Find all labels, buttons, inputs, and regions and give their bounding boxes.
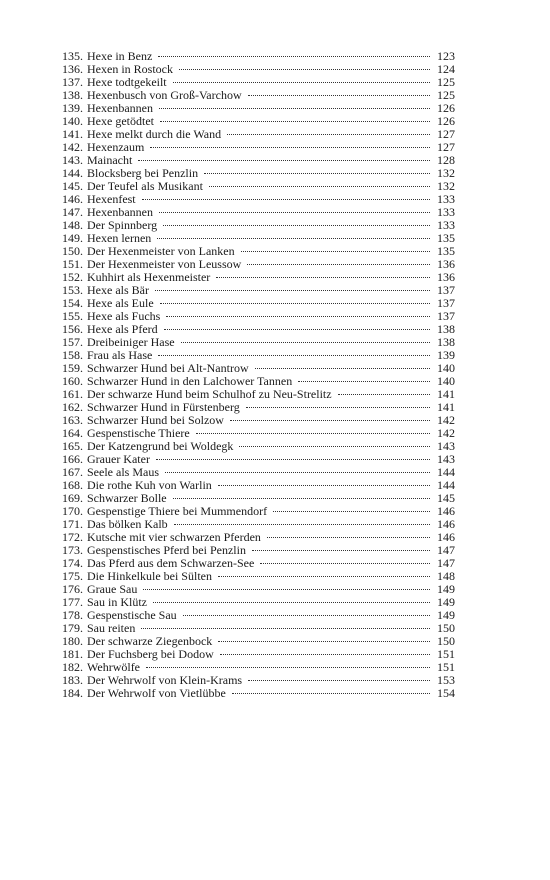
- dot-leader: [146, 667, 430, 668]
- entry-number: 148.: [62, 218, 83, 232]
- entry-page-number: 135: [437, 231, 455, 245]
- entry-title: Wehrwölfe: [87, 660, 141, 674]
- entry-title: Das Pferd aus dem Schwarzen-See: [87, 556, 255, 570]
- entry-title: Hexe todtgekeilt: [87, 75, 167, 89]
- entry-number: 172.: [62, 530, 83, 544]
- dot-leader: [173, 498, 430, 499]
- entry-title: Schwarzer Hund bei Solzow: [87, 413, 224, 427]
- entry-page-number: 136: [437, 257, 455, 271]
- entry-page-number: 146: [437, 504, 455, 518]
- entry-title: Hexenfest: [87, 192, 136, 206]
- dot-leader: [153, 602, 430, 603]
- entry-title: Die rothe Kuh von Warlin: [87, 478, 212, 492]
- entry-title: Dreibeiniger Hase: [87, 335, 175, 349]
- entry-number: 152.: [62, 270, 83, 284]
- dot-leader: [247, 264, 430, 265]
- entry-title: Hexenbusch von Groß-Varchow: [87, 88, 242, 102]
- entry-page-number: 126: [437, 101, 455, 115]
- entry-number: 166.: [62, 452, 83, 466]
- entry-title: Hexe als Pferd: [87, 322, 158, 336]
- entry-page-number: 128: [437, 153, 455, 167]
- entry-page-number: 139: [437, 348, 455, 362]
- entry-title: Seele als Maus: [87, 465, 159, 479]
- dot-leader: [218, 641, 430, 642]
- dot-leader: [227, 134, 430, 135]
- entry-page-number: 138: [437, 322, 455, 336]
- entry-page-number: 133: [437, 218, 455, 232]
- entry-number: 168.: [62, 478, 83, 492]
- entry-title: Hexe in Benz: [87, 49, 153, 63]
- entry-title: Hexe als Fuchs: [87, 309, 161, 323]
- entry-number: 150.: [62, 244, 83, 258]
- entry-page-number: 141: [437, 387, 455, 401]
- dot-leader: [204, 173, 430, 174]
- dot-leader: [163, 225, 430, 226]
- dot-leader: [220, 654, 430, 655]
- dot-leader: [196, 433, 430, 434]
- entry-page-number: 137: [437, 283, 455, 297]
- entry-number: 144.: [62, 166, 83, 180]
- entry-number: 141.: [62, 127, 83, 141]
- entry-page-number: 145: [437, 491, 455, 505]
- entry-number: 160.: [62, 374, 83, 388]
- dot-leader: [230, 420, 430, 421]
- dot-leader: [255, 368, 430, 369]
- entry-page-number: 151: [437, 660, 455, 674]
- entry-number: 169.: [62, 491, 83, 505]
- entry-number: 158.: [62, 348, 83, 362]
- entry-title: Graue Sau: [87, 582, 138, 596]
- entry-number: 163.: [62, 413, 83, 427]
- entry-page-number: 149: [437, 608, 455, 622]
- entry-number: 183.: [62, 673, 83, 687]
- entry-title: Gespenstisches Pferd bei Penzlin: [87, 543, 246, 557]
- dot-leader: [142, 199, 430, 200]
- entry-number: 154.: [62, 296, 83, 310]
- dot-leader: [246, 407, 430, 408]
- entry-number: 142.: [62, 140, 83, 154]
- dot-leader: [273, 511, 430, 512]
- entry-number: 171.: [62, 517, 83, 531]
- entry-number: 181.: [62, 647, 83, 661]
- entry-number: 161.: [62, 387, 83, 401]
- entry-title: Hexenbannen: [87, 101, 153, 115]
- dot-leader: [159, 108, 430, 109]
- entry-page-number: 142: [437, 413, 455, 427]
- entry-title: Der Spinnberg: [87, 218, 158, 232]
- entry-page-number: 126: [437, 114, 455, 128]
- entry-number: 173.: [62, 543, 83, 557]
- entry-number: 184.: [62, 686, 83, 700]
- dot-leader: [260, 563, 430, 564]
- entry-number: 164.: [62, 426, 83, 440]
- entry-title: Grauer Kater: [87, 452, 150, 466]
- entry-page-number: 147: [437, 543, 455, 557]
- entry-title: Der Teufel als Musikant: [87, 179, 203, 193]
- entry-title: Sau in Klütz: [87, 595, 147, 609]
- entry-title: Kutsche mit vier schwarzen Pferden: [87, 530, 261, 544]
- entry-number: 146.: [62, 192, 83, 206]
- entry-title: Hexenbannen: [87, 205, 153, 219]
- entry-title: Hexe als Bär: [87, 283, 149, 297]
- dot-leader: [166, 316, 430, 317]
- entry-number: 138.: [62, 88, 83, 102]
- entry-page-number: 148: [437, 569, 455, 583]
- entry-title: Gespenstische Thiere: [87, 426, 190, 440]
- dot-leader: [216, 277, 430, 278]
- entry-number: 178.: [62, 608, 83, 622]
- dot-leader: [138, 160, 430, 161]
- dot-leader: [160, 303, 430, 304]
- entry-page-number: 146: [437, 530, 455, 544]
- dot-leader: [164, 329, 430, 330]
- entry-page-number: 123: [437, 49, 455, 63]
- entry-title: Schwarzer Hund in Fürstenberg: [87, 400, 240, 414]
- dot-leader: [267, 537, 430, 538]
- dot-leader: [173, 82, 430, 83]
- entry-page-number: 132: [437, 166, 455, 180]
- dot-leader: [141, 628, 430, 629]
- entry-title: Schwarzer Bolle: [87, 491, 167, 505]
- entry-page-number: 127: [437, 127, 455, 141]
- dot-leader: [183, 615, 430, 616]
- entry-title: Blocksberg bei Penzlin: [87, 166, 199, 180]
- entry-title: Der Fuchsberg bei Dodow: [87, 647, 214, 661]
- entry-page-number: 132: [437, 179, 455, 193]
- entry-number: 182.: [62, 660, 83, 674]
- dot-leader: [158, 355, 430, 356]
- entry-title: Hexe als Eule: [87, 296, 154, 310]
- entry-page-number: 133: [437, 205, 455, 219]
- entry-page-number: 142: [437, 426, 455, 440]
- dot-leader: [159, 212, 430, 213]
- entry-title: Der schwarze Hund beim Schulhof zu Neu-Strelitz: [87, 387, 332, 401]
- entry-number: 135.: [62, 49, 83, 63]
- dot-leader: [179, 69, 430, 70]
- entry-page-number: 125: [437, 75, 455, 89]
- entry-page-number: 135: [437, 244, 455, 258]
- dot-leader: [160, 121, 430, 122]
- entry-number: 153.: [62, 283, 83, 297]
- entry-number: 165.: [62, 439, 83, 453]
- entry-title: Der Wehrwolf von Vietlübbe: [87, 686, 226, 700]
- dot-leader: [241, 251, 430, 252]
- entry-number: 159.: [62, 361, 83, 375]
- entry-page-number: 143: [437, 439, 455, 453]
- entry-number: 156.: [62, 322, 83, 336]
- dot-leader: [248, 95, 430, 96]
- entry-number: 139.: [62, 101, 83, 115]
- entry-number: 147.: [62, 205, 83, 219]
- dot-leader: [252, 550, 430, 551]
- entry-title: Sau reiten: [87, 621, 136, 635]
- toc-entry: [62, 687, 455, 700]
- entry-number: 151.: [62, 257, 83, 271]
- dot-leader: [181, 342, 430, 343]
- entry-number: 137.: [62, 75, 83, 89]
- entry-page-number: 149: [437, 595, 455, 609]
- table-of-contents: [62, 50, 455, 700]
- entry-title: Der schwarze Ziegenbock: [87, 634, 213, 648]
- entry-number: 162.: [62, 400, 83, 414]
- dot-leader: [156, 459, 430, 460]
- entry-title: Schwarzer Hund in den Lalchower Tannen: [87, 374, 293, 388]
- entry-title: Der Katzengrund bei Woldegk: [87, 439, 234, 453]
- entry-number: 180.: [62, 634, 83, 648]
- entry-title: Hexe melkt durch die Wand: [87, 127, 222, 141]
- entry-title: Die Hinkelkule bei Sülten: [87, 569, 212, 583]
- dot-leader: [165, 472, 430, 473]
- entry-number: 136.: [62, 62, 83, 76]
- entry-number: 149.: [62, 231, 83, 245]
- entry-title: Hexenzaum: [87, 140, 145, 154]
- dot-leader: [155, 290, 430, 291]
- entry-title: Gespenstige Thiere bei Mummendorf: [87, 504, 268, 518]
- dot-leader: [232, 693, 430, 694]
- entry-title: Schwarzer Hund bei Alt-Nantrow: [87, 361, 249, 375]
- entry-title: Der Hexenmeister von Leussow: [87, 257, 242, 271]
- entry-page-number: 140: [437, 374, 455, 388]
- dot-leader: [150, 147, 430, 148]
- entry-title: Der Wehrwolf von Klein-Krams: [87, 673, 243, 687]
- entry-page-number: 127: [437, 140, 455, 154]
- entry-page-number: 149: [437, 582, 455, 596]
- entry-number: 177.: [62, 595, 83, 609]
- entry-number: 170.: [62, 504, 83, 518]
- entry-page-number: 154: [437, 686, 455, 700]
- entry-number: 167.: [62, 465, 83, 479]
- entry-title: Hexen lernen: [87, 231, 152, 245]
- entry-page-number: 151: [437, 647, 455, 661]
- entry-page-number: 144: [437, 465, 455, 479]
- entry-page-number: 140: [437, 361, 455, 375]
- entry-page-number: 136: [437, 270, 455, 284]
- entry-page-number: 141: [437, 400, 455, 414]
- dot-leader: [218, 576, 430, 577]
- entry-page-number: 125: [437, 88, 455, 102]
- dot-leader: [239, 446, 430, 447]
- entry-page-number: 124: [437, 62, 455, 76]
- entry-page-number: 133: [437, 192, 455, 206]
- entry-page-number: 144: [437, 478, 455, 492]
- dot-leader: [298, 381, 430, 382]
- entry-title: Hexe getödtet: [87, 114, 154, 128]
- entry-number: 179.: [62, 621, 83, 635]
- entry-number: 145.: [62, 179, 83, 193]
- entry-number: 140.: [62, 114, 83, 128]
- entry-page-number: 137: [437, 309, 455, 323]
- entry-title: Das bölken Kalb: [87, 517, 168, 531]
- entry-page-number: 153: [437, 673, 455, 687]
- entry-page-number: 138: [437, 335, 455, 349]
- entry-number: 175.: [62, 569, 83, 583]
- entry-number: 176.: [62, 582, 83, 596]
- entry-title: Kuhhirt als Hexenmeister: [87, 270, 211, 284]
- dot-leader: [248, 680, 430, 681]
- entry-number: 155.: [62, 309, 83, 323]
- dot-leader: [338, 394, 430, 395]
- entry-page-number: 143: [437, 452, 455, 466]
- entry-title: Gespenstische Sau: [87, 608, 177, 622]
- entry-page-number: 150: [437, 621, 455, 635]
- dot-leader: [143, 589, 430, 590]
- entry-number: 174.: [62, 556, 83, 570]
- entry-page-number: 147: [437, 556, 455, 570]
- entry-number: 157.: [62, 335, 83, 349]
- dot-leader: [209, 186, 430, 187]
- entry-title: Der Hexenmeister von Lanken: [87, 244, 235, 258]
- dot-leader: [218, 485, 430, 486]
- entry-title: Mainacht: [87, 153, 133, 167]
- dot-leader: [158, 56, 430, 57]
- dot-leader: [157, 238, 430, 239]
- entry-number: 143.: [62, 153, 83, 167]
- entry-title: Hexen in Rostock: [87, 62, 173, 76]
- entry-page-number: 137: [437, 296, 455, 310]
- entry-page-number: 150: [437, 634, 455, 648]
- entry-page-number: 146: [437, 517, 455, 531]
- dot-leader: [174, 524, 430, 525]
- entry-title: Frau als Hase: [87, 348, 153, 362]
